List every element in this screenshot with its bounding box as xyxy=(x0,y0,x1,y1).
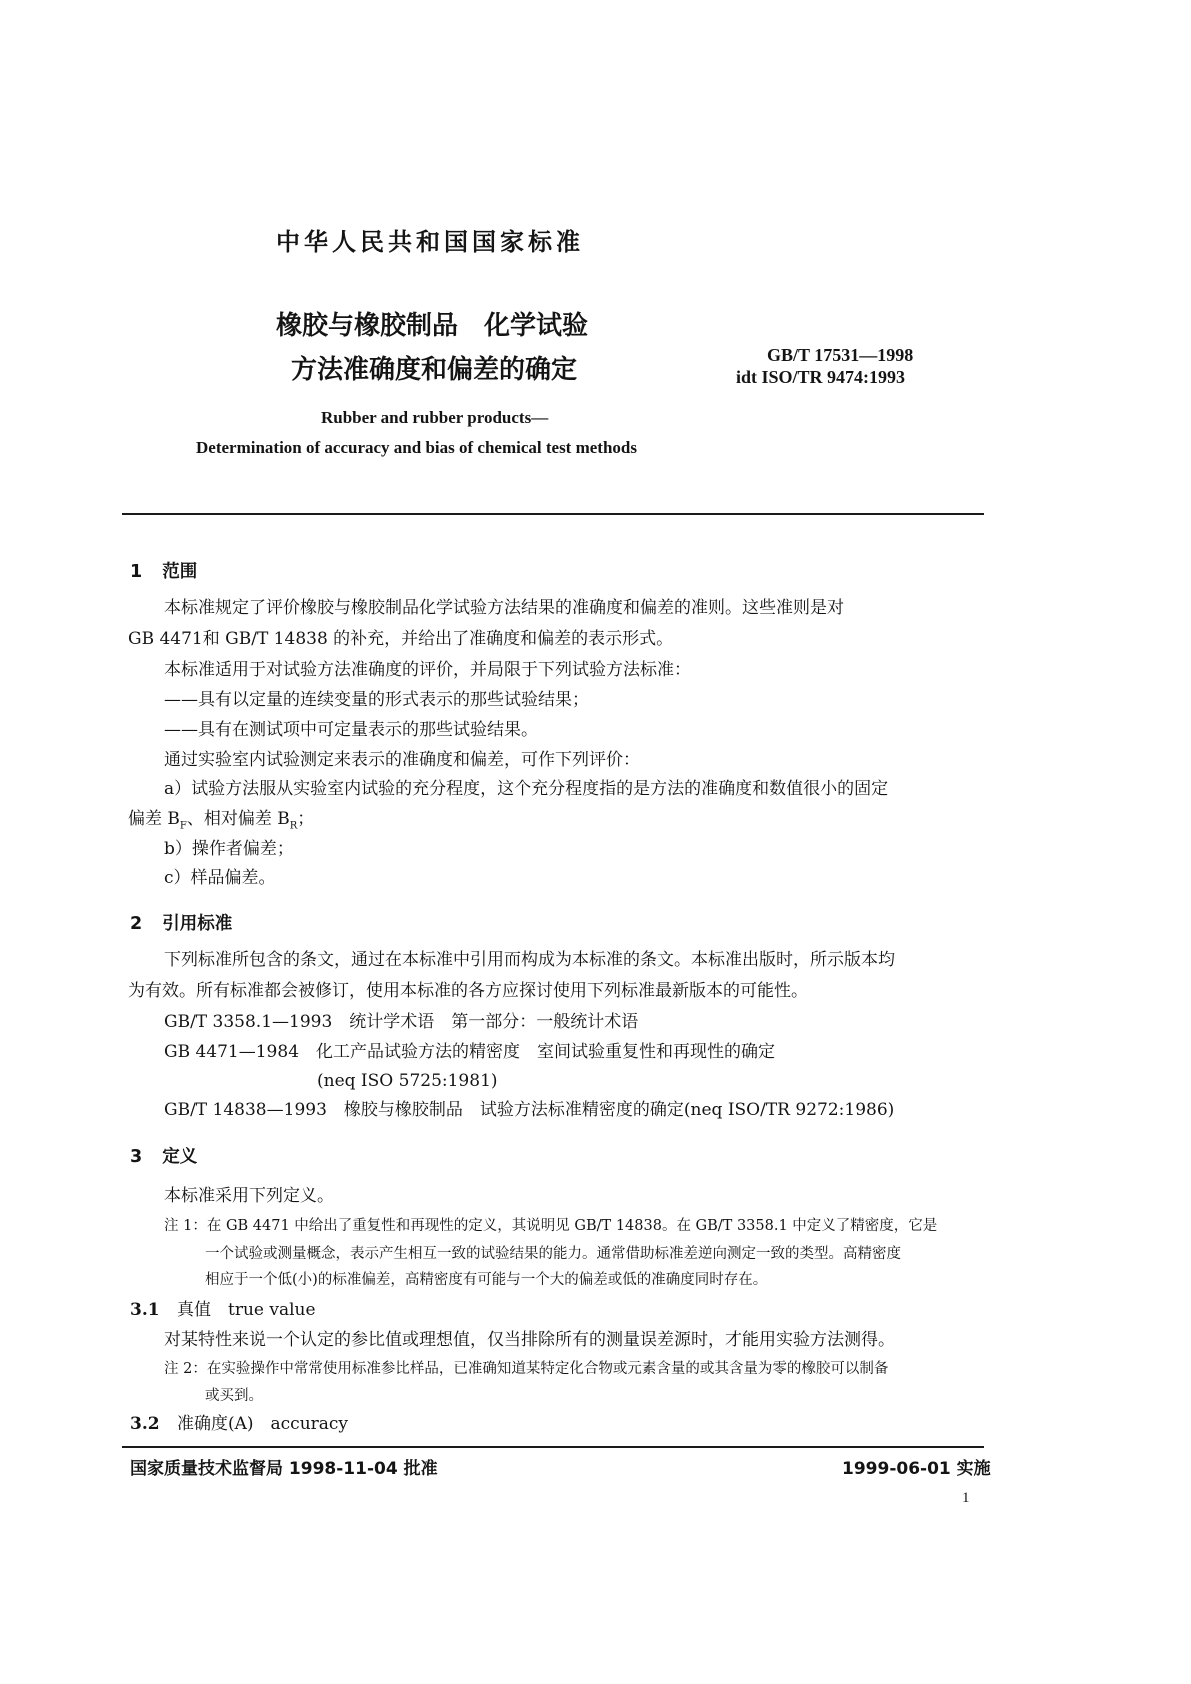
bias-subscript-r: R xyxy=(289,820,298,832)
bias-subscript-f: F xyxy=(179,820,187,832)
subsection-3-2-heading xyxy=(130,1414,348,1434)
note2-line2: 或买到。 xyxy=(205,1388,263,1404)
note1-line3: 相应于一个低(小)的标准偏差，高精密度有可能与一个大的偏差或低的准确度同时存在。 xyxy=(205,1272,768,1288)
true-value-definition: 对某特性来说一个认定的参比值或理想值，仅当排除所有的测量误差源时，才能用实验方法测得。 xyxy=(164,1330,895,1350)
title-en-line1: Rubber and rubber products— xyxy=(321,408,549,427)
scope-para3: 通过实验室内试验测定来表示的准确度和偏差，可作下列评价： xyxy=(164,750,640,770)
approval-line: 国家质量技术监督局 1998-11-04 批准 xyxy=(130,1459,438,1479)
subsection-3-1-title: 真值 true value xyxy=(176,1300,316,1320)
note1-line2: 一个试验或测量概念，表示产生相互一致的试验结果的能力。通常借助标准差逆向测定一致的类型。高精密度 xyxy=(205,1246,901,1262)
section-1-title: 范围 xyxy=(162,562,198,582)
scope-dash-item-2: ——具有在测试项中可定量表示的那些试验结果。 xyxy=(164,720,538,740)
footer-divider xyxy=(122,1446,984,1448)
subsection-3-2-number: 3.2 xyxy=(130,1414,160,1434)
section-1-heading xyxy=(130,558,197,583)
implementation-date: 1999-06-01 实施 xyxy=(842,1459,991,1479)
scope-dash-item-1: ——具有以定量的连续变量的形式表示的那些试验结果； xyxy=(164,690,589,710)
scope-para2: 本标准适用于对试验方法准确度的评价，并局限于下列试验方法标准： xyxy=(164,660,691,680)
title-en-line2: Determination of accuracy and bias of chemical test methods xyxy=(196,438,637,457)
refs-para1-line2: 为有效。所有标准都会被修订，使用本标准的各方应探讨使用下列标准最新版本的可能性。 xyxy=(128,981,808,1001)
refs-para1-line1: 下列标准所包含的条文，通过在本标准中引用而构成为本标准的条文。本标准出版时，所示版本均 xyxy=(164,950,895,970)
subsection-3-1-number: 3.1 xyxy=(130,1300,160,1320)
scope-para1-line1: 本标准规定了评价橡胶与橡胶制品化学试验方法结果的准确度和偏差的准则。这些准则是对 xyxy=(164,598,844,618)
scope-item-a-line1: a）试验方法服从实验室内试验的充分程度，这个充分程度指的是方法的准确度和数值很小的固定 xyxy=(164,779,889,799)
section-2-number: 2 xyxy=(130,914,143,934)
section-1-number: 1 xyxy=(130,562,143,582)
national-standard-heading: 中华人民共和国国家标准 xyxy=(276,228,584,256)
section-3-number: 3 xyxy=(130,1147,143,1167)
reference-gbt14838: GB/T 14838—1993 橡胶与橡胶制品 试验方法标准精密度的确定(neq ISO/TR 9272:1986) xyxy=(164,1100,895,1120)
scope-para1-line2: GB 4471和 GB/T 14838 的补充，并给出了准确度和偏差的表示形式。 xyxy=(128,629,674,649)
section-3-title: 定义 xyxy=(162,1147,198,1167)
section-2-heading xyxy=(130,910,232,935)
definitions-intro: 本标准采用下列定义。 xyxy=(164,1186,334,1206)
scope-item-b: b）操作者偏差； xyxy=(164,839,294,859)
reference-gb4471: GB 4471—1984 化工产品试验方法的精密度 室间试验重复性和再现性的确定 xyxy=(164,1042,776,1062)
title-cn-line1: 橡胶与橡胶制品 化学试验 xyxy=(276,311,589,341)
reference-gbt3358: GB/T 3358.1—1993 统计学术语 第一部分：一般统计术语 xyxy=(164,1012,639,1032)
idt-reference: idt ISO/TR 9474:1993 xyxy=(736,367,906,387)
subsection-3-2-title: 准确度(A) accuracy xyxy=(176,1414,349,1434)
title-cn-line2: 方法准确度和偏差的确定 xyxy=(291,355,578,385)
standard-number: GB/T 17531—1998 xyxy=(767,345,914,365)
section-2-title: 引用标准 xyxy=(162,914,233,934)
section-3-heading xyxy=(130,1143,197,1168)
scope-item-a-line2: 偏差 $B_F$、相对偏差 $B_R$； xyxy=(128,809,315,832)
page-number: 1 xyxy=(962,1490,970,1506)
note2-line1: 注 2：在实验操作中常常使用标准参比样品，已准确知道某特定化合物或元素含量的或其含量为零的橡胶可以制备 xyxy=(164,1361,889,1377)
reference-gb4471-neq: (neq ISO 5725:1981) xyxy=(317,1071,498,1091)
note1-line1: 注 1：在 GB 4471 中给出了重复性和再现性的定义，其说明见 GB/T 14838。在 GB/T 3358.1 中定义了精密度，它是 xyxy=(164,1218,938,1234)
scope-item-c: c）样品偏差。 xyxy=(164,868,276,888)
subsection-3-1-heading xyxy=(130,1300,316,1320)
header-divider xyxy=(122,513,984,515)
